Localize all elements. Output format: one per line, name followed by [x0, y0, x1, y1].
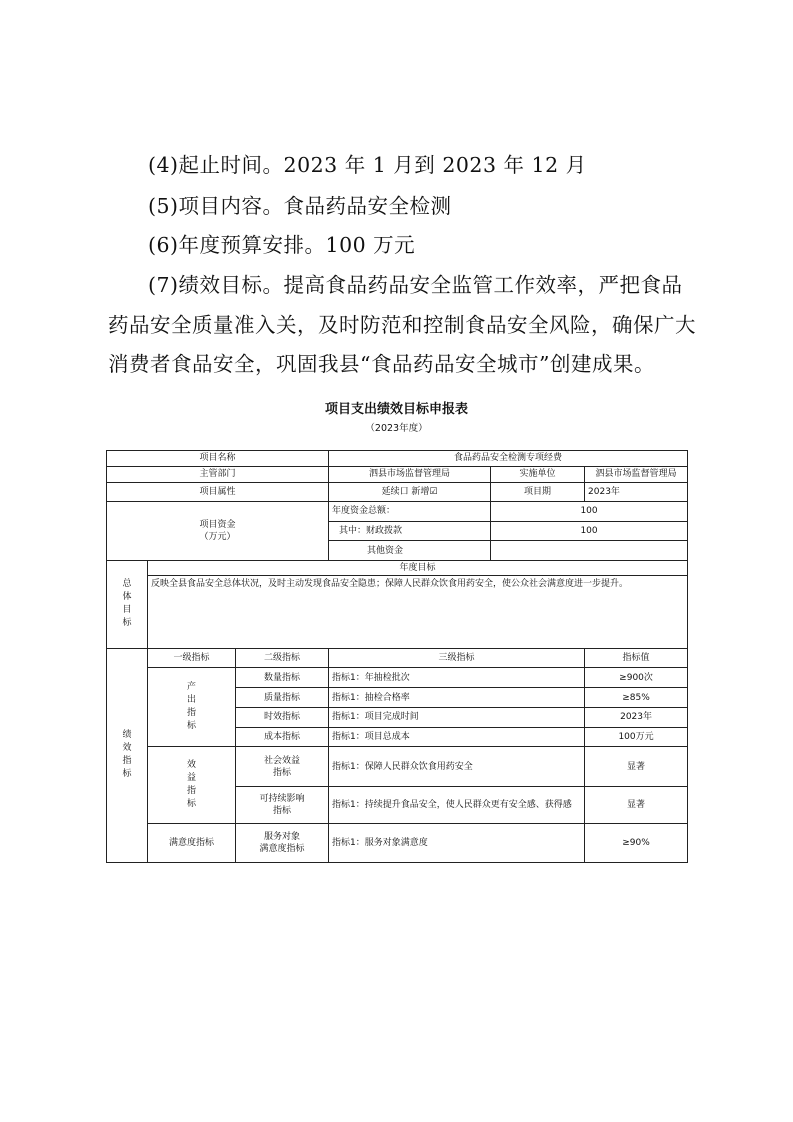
- sustain-level3: 指标1：持续提升食品安全，使人民群众更有安全感、获得感: [329, 787, 585, 824]
- time-level3: 指标1：项目完成时间: [329, 707, 585, 727]
- sustain-level2-line2: 指标: [273, 806, 292, 817]
- table-row: [107, 561, 688, 576]
- satisfaction-value: ≥90%: [585, 824, 688, 863]
- fund-fiscal-value: 100: [491, 521, 688, 541]
- output-char: 产: [186, 682, 196, 693]
- cost-value: 100万元: [585, 727, 688, 747]
- social-level3: 指标1：保障人民群众饮食用药安全: [329, 747, 585, 787]
- perf-char: 绩: [122, 730, 132, 741]
- social-level2-line1: 社会效益: [264, 755, 301, 766]
- fund-total-label: 年度资金总额：: [329, 501, 491, 521]
- qty-level3: 指标1：年抽检批次: [329, 668, 585, 688]
- paragraph-content: (5)项目内容。食品药品安全检测: [148, 194, 452, 218]
- perf-char: 标: [122, 769, 132, 780]
- annual-goal-text: 反映全县食品安全总体状况，及时主动发现食品安全隐患；保障人民群众饮食用药安全，使公众社会满意度进一步提升。: [148, 575, 688, 648]
- header-level2: 二级指标: [236, 648, 329, 668]
- paragraph-budget: (6)年度预算安排。100 万元: [148, 233, 416, 257]
- overall-char: 体: [122, 592, 132, 603]
- output-char: 指: [186, 708, 196, 719]
- qty-value: ≥900次: [585, 668, 688, 688]
- performance-table: [106, 450, 687, 863]
- table-subtitle: （2023年度）: [365, 423, 428, 434]
- cost-level2: 成本指标: [236, 727, 329, 747]
- period-value: 2023年: [585, 483, 688, 502]
- table-row: [107, 668, 688, 688]
- attr-label: 项目属性: [107, 483, 329, 502]
- social-level2: [236, 747, 329, 787]
- annual-goal-label: 年度目标: [148, 561, 688, 576]
- satisfaction-level2: [236, 824, 329, 863]
- paragraph-goal-line3: 消费者食品安全，巩固我县“食品药品安全城市”创建成果。: [108, 352, 655, 376]
- table-row: [107, 466, 688, 483]
- output-indicator-label: [148, 668, 236, 747]
- overall-char: 目: [122, 605, 132, 616]
- table-row: [107, 747, 688, 787]
- benefit-char: 标: [186, 799, 196, 810]
- impl-value: 泗县市场监督管理局: [585, 466, 688, 483]
- fund-fiscal-label: 其中：财政拨款: [329, 521, 491, 541]
- qual-level3: 指标1：抽检合格率: [329, 688, 585, 708]
- header-level1: 一级指标: [148, 648, 236, 668]
- fund-other-value: [491, 541, 688, 561]
- fund-label-text: 项目资金: [199, 520, 236, 531]
- social-level2-line2: 指标: [273, 767, 292, 778]
- table-row: [107, 501, 688, 521]
- satisfaction-level3: 指标1：服务对象满意度: [329, 824, 585, 863]
- satisfaction-level2-line1: 服务对象: [264, 832, 301, 843]
- table-row: [107, 451, 688, 467]
- sustain-level2: [236, 787, 329, 824]
- benefit-char: 效: [186, 760, 196, 771]
- table-title: 项目支出绩效目标申报表: [324, 402, 468, 417]
- cost-level3: 指标1：项目总成本: [329, 727, 585, 747]
- time-value: 2023年: [585, 707, 688, 727]
- overall-char: 总: [122, 579, 132, 590]
- perf-indicator-label: [107, 648, 148, 862]
- fund-total-value: 100: [491, 501, 688, 521]
- qty-level2: 数量指标: [236, 668, 329, 688]
- dept-value: 泗县市场监督管理局: [329, 466, 491, 483]
- sustain-value: 显著: [585, 787, 688, 824]
- perf-char: 指: [122, 756, 132, 767]
- period-label: 项目期: [491, 483, 585, 502]
- fund-label: [107, 501, 329, 560]
- table-row: [107, 575, 688, 648]
- time-level2: 时效指标: [236, 707, 329, 727]
- benefit-char: 指: [186, 786, 196, 797]
- satisfaction-level2-line2: 满意度指标: [259, 844, 305, 855]
- project-name-label: 项目名称: [107, 451, 329, 467]
- qual-level2: 质量指标: [236, 688, 329, 708]
- benefit-indicator-label: [148, 747, 236, 824]
- overall-char: 标: [122, 618, 132, 629]
- fund-other-label: 其他资金: [329, 541, 491, 561]
- table-row: [107, 483, 688, 502]
- table-row: [107, 648, 688, 668]
- perf-char: 效: [122, 743, 132, 754]
- attr-value: 延续口 新增☑: [329, 483, 491, 502]
- paragraph-goal-line2: 药品安全质量准入关，及时防范和控制食品安全风险，确保广大: [108, 313, 696, 337]
- output-char: 标: [186, 721, 196, 732]
- impl-label: 实施单位: [491, 466, 585, 483]
- paragraph-period: (4)起止时间。2023 年 1 月到 2023 年 12 月: [148, 153, 587, 177]
- dept-label: 主管部门: [107, 466, 329, 483]
- output-char: 出: [186, 695, 196, 706]
- header-value: 指标值: [585, 648, 688, 668]
- header-level3: 三级指标: [329, 648, 585, 668]
- benefit-char: 益: [186, 773, 196, 784]
- fund-unit: （万元）: [199, 532, 236, 543]
- sustain-level2-line1: 可持续影响: [259, 794, 305, 805]
- project-name-value: 食品药品安全检测专项经费: [329, 451, 688, 467]
- paragraph-goal-line1: (7)绩效目标。提高食品药品安全监管工作效率，严把食品: [148, 273, 683, 297]
- satisfaction-level1: 满意度指标: [148, 824, 236, 863]
- table-row: [107, 824, 688, 863]
- qual-value: ≥85%: [585, 688, 688, 708]
- overall-goal-label: [107, 561, 148, 648]
- social-value: 显著: [585, 747, 688, 787]
